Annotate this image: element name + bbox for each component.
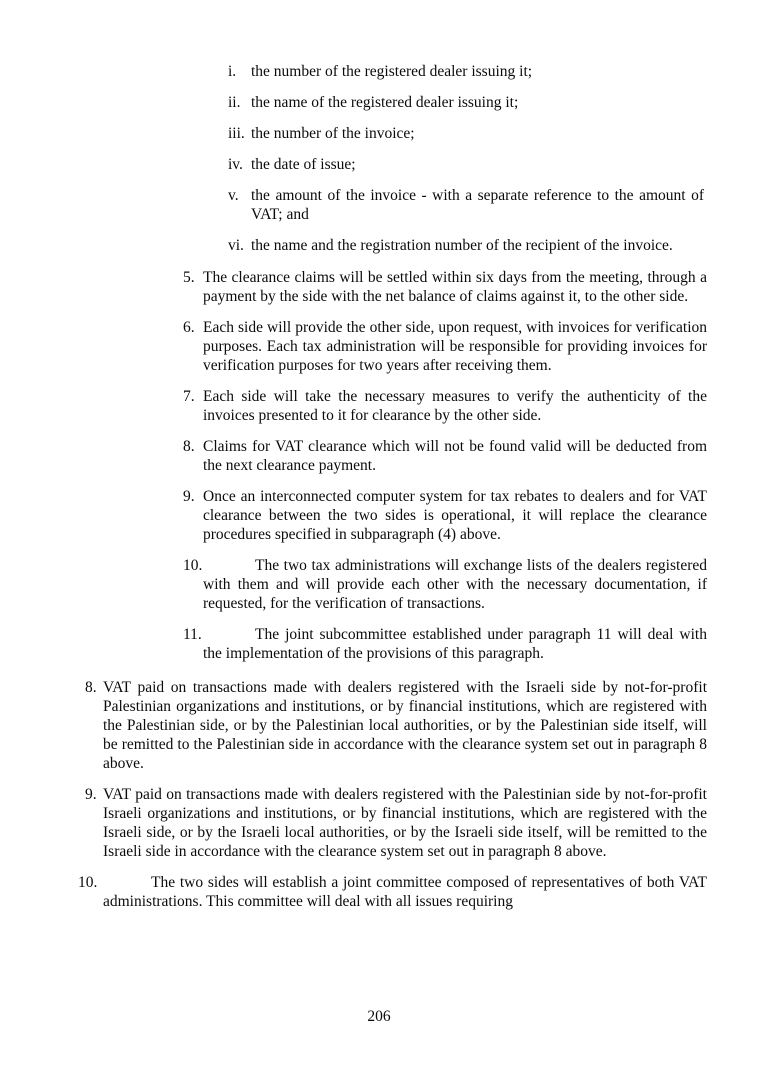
list-item (78, 873, 707, 911)
list-item (183, 625, 707, 663)
item-label: iii. (228, 125, 245, 142)
item-text: Once an interconnected computer system for tax rebates to dealers and for VAT clearance between the two sides is operational, it will replace the clearance procedures specified in subparagraph (4) above. (203, 488, 707, 543)
item-text: VAT paid on transactions made with dealers registered with the Palestinian side by not-for-profit Israeli organizations and institutions, or by financial institutions, which are registered with the Israeli side, or by the Israeli local authorities, or by the Israeli side itself, will be remitted to the Israeli side in accordance with the clearance system set out in paragraph 8 above. (103, 786, 707, 860)
list-item (228, 93, 704, 112)
item-label: vi. (228, 237, 244, 254)
item-label: v. (228, 187, 239, 204)
list-item (183, 387, 707, 425)
roman-sublist (228, 62, 704, 255)
item-label: 8. (183, 438, 195, 455)
item-text: Each side will provide the other side, upon request, with invoices for verification purposes. Each tax administration will be responsible for providing invoices for verification purposes for two years after receiving them. (203, 319, 707, 374)
item-text: the number of the registered dealer issuing it; (251, 63, 533, 80)
item-label: 5. (183, 269, 195, 286)
page-number: 206 (367, 1008, 391, 1025)
list-item (85, 785, 707, 861)
item-text: the number of the invoice; (251, 125, 415, 142)
item-text: The clearance claims will be settled within six days from the meeting, through a payment by the side with the net balance of claims against it, to the other side. (203, 269, 707, 305)
item-text: VAT paid on transactions made with dealers registered with the Israeli side by not-for-profit Palestinian organizations and institutions, or by financial institutions, which are registered with the Palestinian side, or by the Palestinian local authorities, or by the Palestinian side itself, will be remitted to the Palestinian side in accordance with the clearance system set out in paragraph 8 above. (103, 679, 707, 772)
list-item (183, 268, 707, 306)
item-text: The two tax administrations will exchange lists of the dealers registered with them and will provide each other with the necessary documentation, if requested, for the verification of transactions. (203, 557, 707, 612)
item-label: 9. (85, 786, 97, 803)
item-label: 9. (183, 488, 195, 505)
item-label: iv. (228, 156, 243, 173)
item-label: 6. (183, 319, 195, 336)
item-label: 8. (85, 679, 97, 696)
list-item (183, 556, 707, 613)
item-label: 10. (78, 874, 98, 891)
outer-numbered-list (78, 678, 707, 911)
item-text: the date of issue; (251, 156, 356, 173)
item-text: Each side will take the necessary measures to verify the authenticity of the invoices presented to it for clearance by the other side. (203, 388, 707, 424)
item-text: Claims for VAT clearance which will not be found valid will be deducted from the next clearance payment. (203, 438, 707, 474)
item-label: 10. (183, 557, 203, 574)
item-text: The joint subcommittee established under paragraph 11 will deal with the implementation of the provisions of this paragraph. (203, 626, 707, 662)
list-item (228, 62, 704, 81)
inner-numbered-list (183, 268, 707, 663)
list-item (85, 678, 707, 773)
list-item (183, 437, 707, 475)
item-label: ii. (228, 94, 241, 111)
item-label: i. (228, 63, 237, 80)
list-item (228, 186, 704, 224)
list-item (228, 124, 704, 143)
item-label: 7. (183, 388, 195, 405)
item-text: The two sides will establish a joint committee composed of representatives of both VAT administrations. This committee will deal with all issues requiring (103, 874, 707, 910)
list-item (183, 487, 707, 544)
list-item (228, 236, 704, 255)
item-text: the name of the registered dealer issuing it; (251, 94, 519, 111)
item-text: the amount of the invoice - with a separate reference to the amount of VAT; and (251, 187, 704, 223)
item-text: the name and the registration number of the recipient of the invoice. (251, 237, 673, 254)
item-label: 11. (183, 626, 202, 643)
list-item (183, 318, 707, 375)
list-item (228, 155, 704, 174)
